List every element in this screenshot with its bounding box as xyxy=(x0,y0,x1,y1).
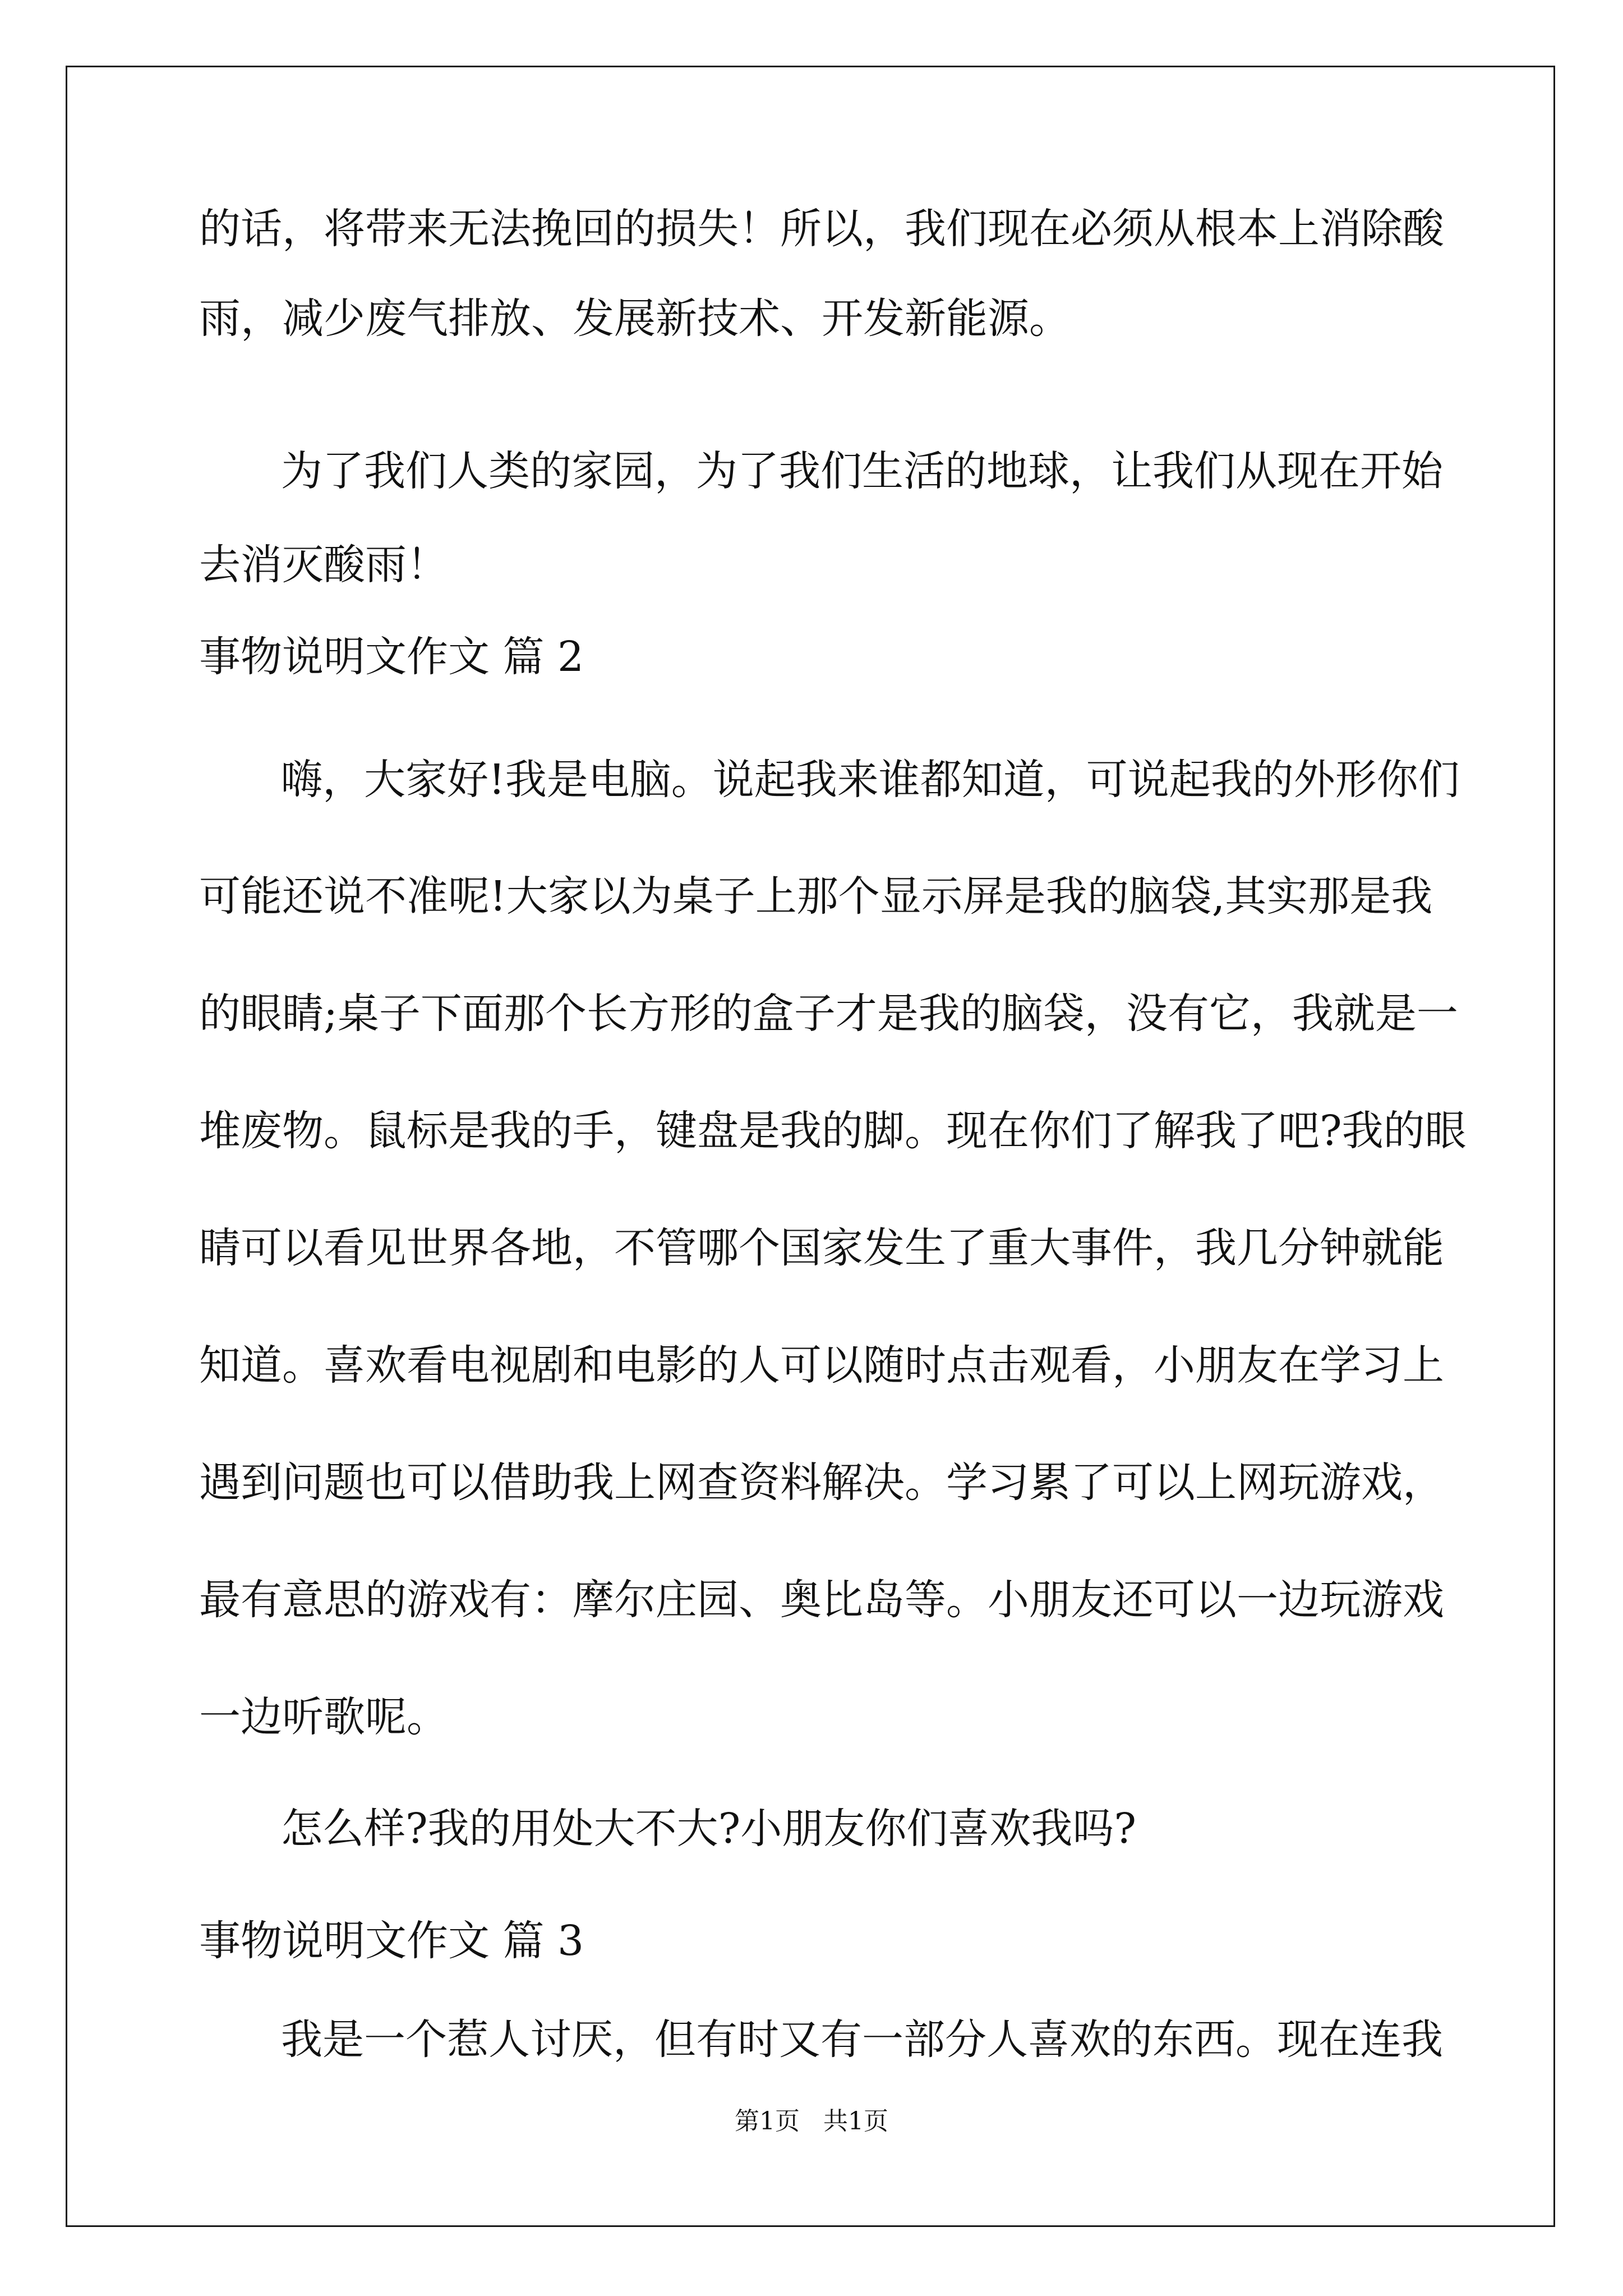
paragraph-line: 嗨，大家好!我是电脑。说起我来谁都知道，可说起我的外形你们 xyxy=(281,756,1460,804)
paragraph-line: 一边听歌呢。 xyxy=(199,1693,448,1741)
paragraph-line: 堆废物。鼠标是我的手，键盘是我的脚。现在你们了解我了吧?我的眼 xyxy=(199,1107,1467,1155)
section-heading: 事物说明文作文 篇 3 xyxy=(199,1917,584,1965)
paragraph-line: 的眼睛;桌子下面那个长方形的盒子才是我的脑袋，没有它，我就是一 xyxy=(199,990,1458,1038)
paragraph-line: 怎么样?我的用处大不大?小朋友你们喜欢我吗? xyxy=(281,1805,1137,1853)
paragraph-line: 我是一个惹人讨厌，但有时又有一部分人喜欢的东西。现在连我 xyxy=(281,2016,1443,2064)
paragraph-line: 雨，减少废气排放、发展新技术、开发新能源。 xyxy=(199,295,1071,343)
paragraph-line: 为了我们人类的家园，为了我们生活的地球，让我们从现在开始 xyxy=(281,447,1443,495)
paragraph-line: 遇到问题也可以借助我上网查资料解决。学习累了可以上网玩游戏， xyxy=(199,1458,1444,1507)
section-heading: 事物说明文作文 篇 2 xyxy=(199,633,584,681)
paragraph-line: 最有意思的游戏有：摩尔庄园、奥比岛等。小朋友还可以一边玩游戏 xyxy=(199,1576,1444,1624)
paragraph-line: 去消灭酸雨！ xyxy=(199,541,448,589)
paragraph-line: 知道。喜欢看电视剧和电影的人可以随时点击观看，小朋友在学习上 xyxy=(199,1341,1444,1389)
paragraph-line: 可能还说不准呢!大家以为桌子上那个显示屏是我的脑袋,其实那是我 xyxy=(199,872,1433,921)
paragraph-line: 的话，将带来无法挽回的损失！所以，我们现在必须从根本上消除酸 xyxy=(199,205,1444,253)
page-footer: 第1页 共1页 xyxy=(735,2107,888,2136)
paragraph-line: 睛可以看见世界各地，不管哪个国家发生了重大事件，我几分钟就能 xyxy=(199,1224,1444,1272)
